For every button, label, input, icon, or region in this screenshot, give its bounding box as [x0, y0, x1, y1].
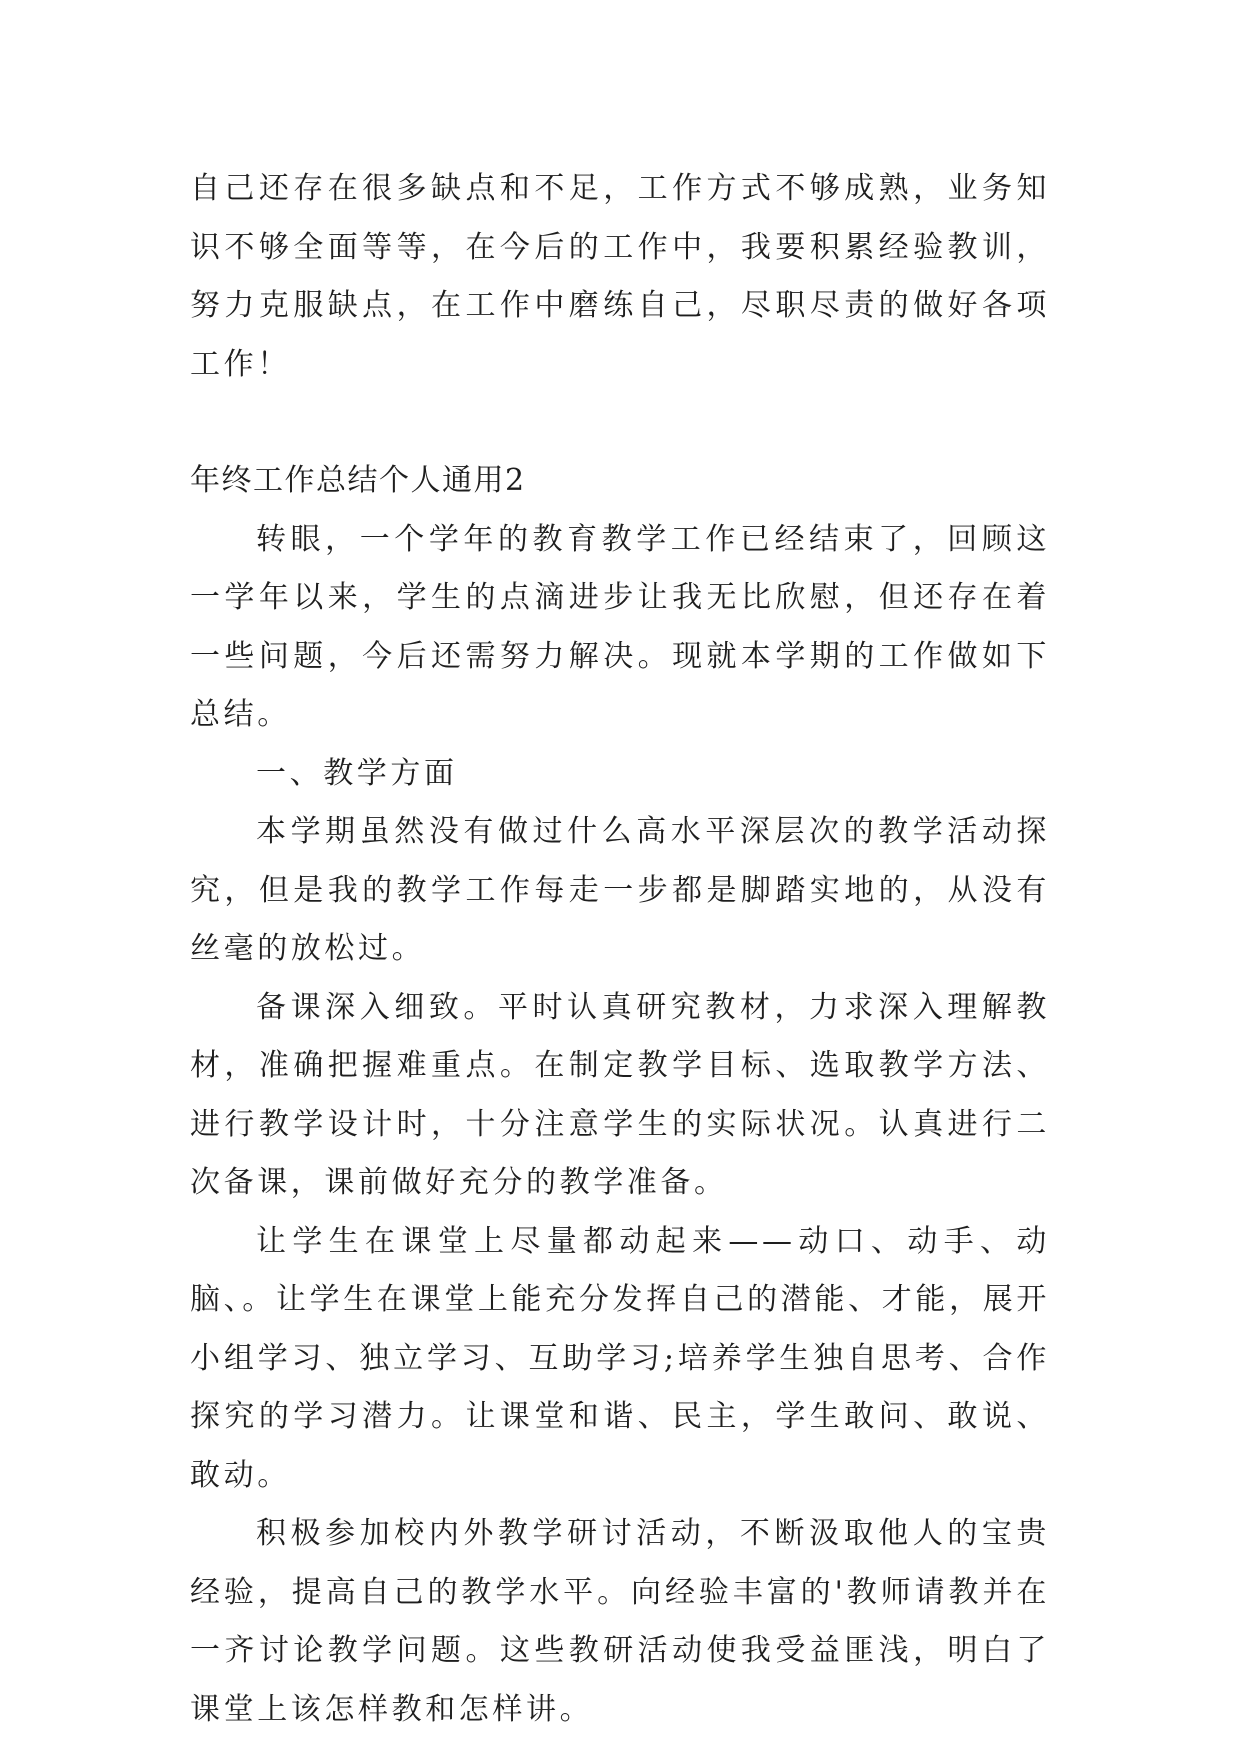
document-page — [190, 160, 1050, 1739]
section-title: 年终工作总结个人通用2 — [190, 463, 526, 498]
paragraph-lesson-prep: 备课深入细致。平时认真研究教材，力求深入理解教材，准确把握难重点。在制定教学目标、选取教学方法、进行教学设计时，十分注意学生的实际状况。认真进行二次备课，课前做好充分的教学准备。 — [190, 989, 1050, 1200]
section-spacer — [190, 394, 1050, 452]
paragraph-exploration: 本学期虽然没有做过什么高水平深层次的教学活动探究，但是我的教学工作每走一步都是脚踏实地的，从没有丝毫的放松过。 — [190, 814, 1050, 966]
subheading-teaching: 一、教学方面 — [256, 755, 458, 791]
intro-paragraph: 自己还存在很多缺点和不足，工作方式不够成熟，业务知识不够全面等等，在今后的工作中，我要积累经验教训，努力克服缺点，在工作中磨练自己，尽职尽责的做好各项工作！ — [190, 171, 1050, 382]
paragraph-classroom: 让学生在课堂上尽量都动起来——动口、动手、动脑、。让学生在课堂上能充分发挥自己的潜能、才能，展开小组学习、独立学习、互助学习;培养学生独自思考、合作探究的学习潜力。让课堂和谐、民主，学生敢问、敢说、敢动。 — [190, 1223, 1050, 1493]
paragraph-research: 积极参加校内外教学研讨活动，不断汲取他人的宝贵经验，提高自己的教学水平。向经验丰富的'教师请教并在一齐讨论教学问题。这些教研活动使我受益匪浅，明白了课堂上该怎样教和怎样讲。 — [190, 1516, 1050, 1727]
paragraph-review: 转眼，一个学年的教育教学工作已经结束了，回顾这一学年以来，学生的点滴进步让我无比欣慰，但还存在着一些问题，今后还需努力解决。现就本学期的工作做如下总结。 — [190, 521, 1050, 732]
